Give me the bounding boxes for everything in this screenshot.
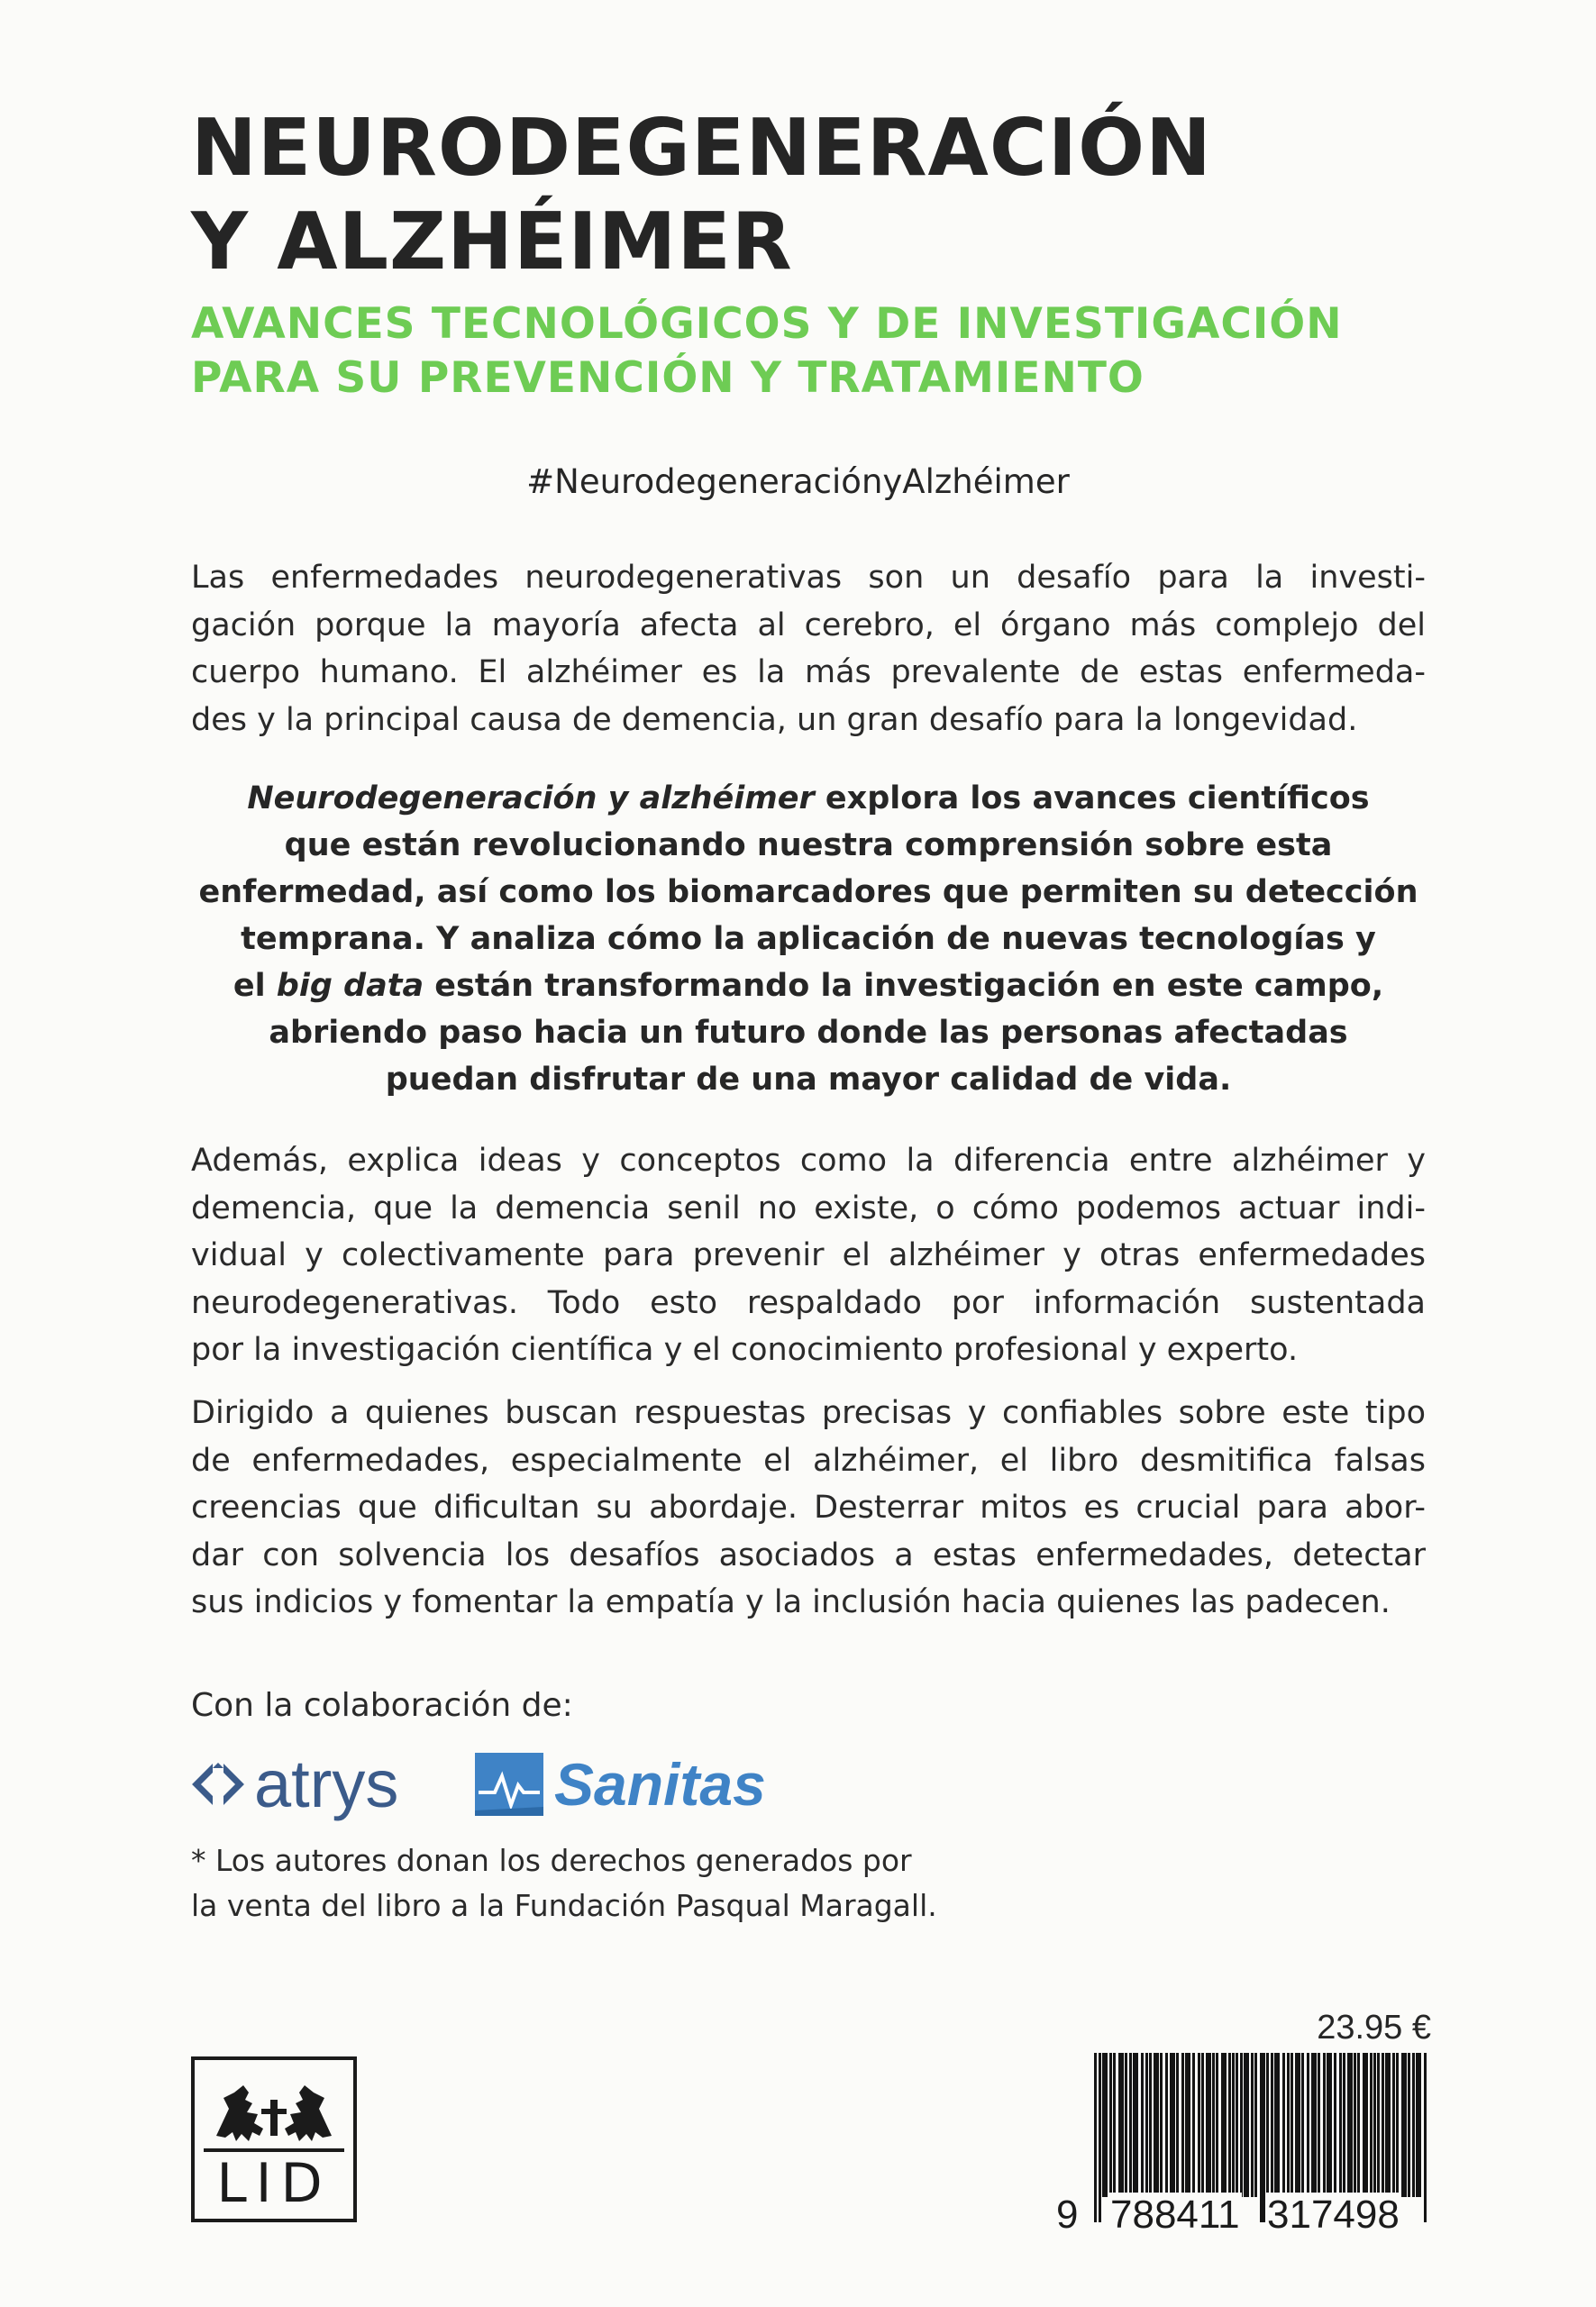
barcode-bar (1240, 2053, 1243, 2197)
barcode-bar (1198, 2053, 1200, 2197)
highlight-paragraph (191, 775, 1426, 1103)
sponsor-logos (191, 1744, 1002, 1825)
intro-line: cuerpo humano. El alzhéimer es la más prevalente de estas enfermeda- (191, 654, 1426, 690)
barcode-bar (1363, 2053, 1368, 2197)
isbn-digit-group-right: 317498 (1267, 2193, 1400, 2237)
publisher-wordmark: LID (216, 2152, 332, 2215)
barcode-bar (1370, 2053, 1373, 2197)
isbn-digit-group-left: 788411 (1110, 2193, 1240, 2237)
intro-line: Las enfermedades neurodegenerativas son un desafío para la investi- (191, 560, 1426, 596)
highlight-line: temprana. Y analiza cómo la aplicación de nuevas tecnologías y (241, 921, 1376, 957)
barcode-bar (1274, 2053, 1280, 2197)
barcode-bar (1170, 2053, 1175, 2197)
barcode-bar (1244, 2053, 1249, 2197)
barcode-bar (1357, 2053, 1360, 2197)
atrys-wordmark: atrys (254, 1746, 399, 1821)
atrys-logo (191, 1744, 398, 1825)
barcode-bar (1334, 2053, 1336, 2197)
barcode-bar (1181, 2053, 1184, 2197)
barcode-bar (1416, 2053, 1421, 2197)
barcode-bar (1176, 2053, 1179, 2197)
concepts-line: demencia, que la demencia senil no existe, o cómo podemos actuar indi- (191, 1190, 1426, 1226)
barcode-bar (1129, 2053, 1132, 2197)
concepts-line: por la investigación científica y el conocimiento profesional y experto. (191, 1332, 1299, 1368)
barcode-bar (1266, 2053, 1269, 2197)
barcode-bar (1377, 2053, 1380, 2197)
barcode-bar (1282, 2053, 1285, 2197)
barcode-bar (1401, 2053, 1407, 2197)
highlight-text: el (233, 968, 277, 1004)
hashtag: #NeurodegeneraciónyAlzhéimer (526, 462, 1070, 501)
audience-line: Dirigido a quienes buscan respuestas precisas y confiables sobre este tipo (191, 1395, 1426, 1431)
audience-line: creencias que dificultan su abordaje. Desterrar mitos es crucial para abor- (191, 1490, 1426, 1526)
highlight-line: enfermedad, así como los biomarcadores que permiten su detección (198, 874, 1418, 910)
sanitas-wordmark: Sanitas (554, 1751, 766, 1818)
highlight-line: que están revolucionando nuestra comprensión sobre esta (284, 827, 1333, 863)
concepts-line: neurodegenerativas. Todo esto respaldado por información sustentada (191, 1284, 1426, 1321)
big-data-italic: big data (276, 968, 424, 1004)
audience-line: de enfermedades, especialmente el alzhéimer, el libro desmitifica falsas (191, 1442, 1426, 1479)
barcode-bar (1118, 2053, 1124, 2197)
barcode-bar (1154, 2053, 1159, 2197)
barcode-bar (1343, 2053, 1345, 2197)
sanitas-heartbeat-icon (475, 1753, 543, 1816)
barcode-bar (1290, 2053, 1293, 2197)
lion-emblem-icon (204, 2073, 344, 2154)
barcode-bar (1408, 2053, 1410, 2197)
barcode-bar (1212, 2053, 1215, 2197)
atrys-diamond-icon (191, 1757, 245, 1811)
intro-paragraph (191, 554, 1426, 743)
barcode-bar (1185, 2053, 1190, 2197)
barcode-bar (1271, 2053, 1273, 2197)
donation-note (191, 1838, 937, 1929)
highlight-line: puedan disfrutar de una mayor calidad de vida. (385, 1062, 1232, 1098)
barcode-bar (1133, 2053, 1138, 2197)
barcode-bar (1232, 2053, 1235, 2197)
book-title-italic: Neurodegeneración y alzhéimer (247, 780, 815, 816)
book-title-line-1: NEURODEGENERACIÓN (191, 102, 1212, 194)
barcode-bar (1216, 2053, 1218, 2197)
barcode-bar (1160, 2053, 1163, 2197)
barcode-bar (1295, 2053, 1300, 2197)
isbn-digits (1054, 2193, 1431, 2238)
intro-line: des y la principal causa de demencia, un gran desafío para la longevidad. (191, 701, 1358, 738)
barcode-bar (1236, 2053, 1238, 2197)
barcode-bar (1254, 2053, 1257, 2197)
collaboration-label: Con la colaboración de: (191, 1687, 573, 1724)
barcode-bar (1145, 2053, 1148, 2197)
donation-note-line: la venta del libro a la Fundación Pasqual Maragall. (191, 1888, 937, 1923)
barcode-bar (1251, 2053, 1254, 2197)
barcode-bar (1201, 2053, 1204, 2197)
barcode-bar (1385, 2053, 1391, 2197)
book-title-line-2: Y ALZHÉIMER (191, 196, 793, 287)
concepts-paragraph (191, 1137, 1426, 1374)
barcode-bar (1392, 2053, 1395, 2197)
book-title (191, 101, 1212, 288)
highlight-text: están transformando la investigación en este campo, (424, 968, 1384, 1004)
barcode-bar (1228, 2053, 1231, 2197)
barcode-bar (1206, 2053, 1211, 2197)
barcode-bar (1412, 2053, 1415, 2197)
book-subtitle-line-1: AVANCES TECNOLÓGICOS Y DE INVESTIGACIÓN (191, 299, 1343, 349)
highlight-line (191, 962, 1426, 1009)
book-subtitle (191, 297, 1343, 406)
barcode-bar (1318, 2053, 1320, 2197)
book-subtitle-line-2: PARA SU PREVENCIÓN Y TRATAMIENTO (191, 353, 1145, 403)
barcode-bar (1396, 2053, 1399, 2197)
barcode-bar (1354, 2053, 1356, 2197)
audience-line: sus indicios y fomentar la empatía y la inclusión hacia quienes las padecen. (191, 1584, 1391, 1620)
price-label: 23.95 € (1317, 2009, 1431, 2047)
audience-paragraph (191, 1390, 1426, 1627)
sanitas-logo (475, 1744, 766, 1825)
barcode-bar (1141, 2053, 1144, 2197)
highlight-line (191, 775, 1426, 822)
highlight-text: explora los avances científicos (814, 780, 1370, 816)
barcode-bar (1149, 2053, 1152, 2197)
barcode-bar (1192, 2053, 1195, 2197)
barcode-bar (1301, 2053, 1304, 2197)
barcode-bar (1287, 2053, 1290, 2197)
audience-line: dar con solvencia los desafíos asociados a estas enfermedades, detectar (191, 1536, 1426, 1573)
concepts-line: Además, explica ideas y conceptos como la diferencia entre alzhéimer y (191, 1143, 1426, 1179)
barcode-bar (1113, 2053, 1116, 2197)
barcode-bar (1125, 2053, 1127, 2197)
barcode-bar (1323, 2053, 1326, 2197)
barcode-bar (1307, 2053, 1309, 2197)
barcode-bar (1165, 2053, 1168, 2197)
barcode-bar (1347, 2053, 1353, 2197)
barcode-bar (1327, 2053, 1332, 2197)
barcode-bar (1339, 2053, 1342, 2197)
barcode-bar (1382, 2053, 1384, 2197)
donation-note-line: * Los autores donan los derechos generados por (191, 1843, 912, 1878)
isbn-digit-prefix: 9 (1056, 2193, 1079, 2237)
publisher-logo (191, 2056, 357, 2222)
barcode-bar (1311, 2053, 1317, 2197)
intro-line: gación porque la mayoría afecta al cerebro, el órgano más complejo del (191, 606, 1426, 643)
barcode-bar (1109, 2053, 1112, 2197)
concepts-line: vidual y colectivamente para prevenir el alzhéimer y otras enfermedades (191, 1237, 1426, 1273)
barcode-bar (1102, 2053, 1108, 2197)
barcode-bar (1373, 2053, 1376, 2197)
highlight-line: abriendo paso hacia un futuro donde las personas afectadas (269, 1015, 1348, 1051)
barcode-bar (1221, 2053, 1227, 2197)
